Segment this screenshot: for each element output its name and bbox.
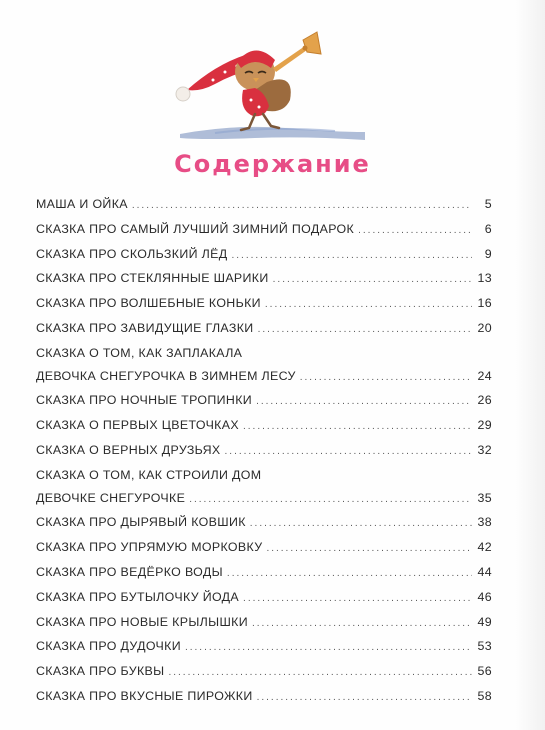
toc-entry[interactable] — [36, 414, 492, 439]
toc-entry[interactable] — [36, 586, 492, 611]
toc-entry-page: 44 — [477, 564, 492, 579]
toc-entry-title: СКАЗКА ПРО ВЕДЁРКО ВОДЫ — [36, 564, 223, 579]
toc-entry[interactable] — [36, 611, 492, 636]
dot-leader — [300, 367, 472, 390]
toc-entry[interactable] — [36, 317, 492, 342]
toc-entry-page: 58 — [477, 688, 492, 703]
toc-entry-title: СКАЗКА О ПЕРВЫХ ЦВЕТОЧКАХ — [36, 418, 239, 433]
toc-entry[interactable] — [36, 685, 492, 710]
dot-leader — [225, 441, 472, 464]
toc-entry-page: 32 — [477, 442, 492, 457]
toc-entry-page: 20 — [477, 320, 492, 335]
dot-leader — [243, 588, 472, 611]
dot-leader — [189, 489, 472, 512]
dot-leader — [250, 513, 472, 536]
toc-entry[interactable] — [36, 635, 492, 660]
owl-with-trumpet-icon — [155, 10, 370, 150]
toc-entry[interactable] — [36, 267, 492, 292]
dot-leader — [132, 195, 472, 218]
dot-leader — [257, 687, 472, 710]
toc-entry[interactable] — [36, 439, 492, 464]
toc-entry[interactable] — [36, 292, 492, 317]
dot-leader — [273, 269, 472, 292]
toc-entry-page: 24 — [477, 368, 492, 383]
toc-entry-page: 53 — [477, 639, 492, 654]
dot-leader — [185, 637, 472, 660]
page-edge-shadow — [515, 0, 545, 730]
table-of-contents — [36, 193, 492, 710]
toc-entry-page: 29 — [477, 418, 492, 433]
toc-entry-title: СКАЗКА ПРО НОЧНЫЕ ТРОПИНКИ — [36, 393, 253, 408]
dot-leader — [358, 220, 472, 243]
toc-entry-title: СКАЗКА ПРО БУКВЫ — [36, 664, 165, 679]
toc-entry[interactable] — [36, 218, 492, 243]
dot-leader — [266, 538, 472, 561]
toc-entry-page: 42 — [477, 540, 492, 555]
dot-leader — [243, 416, 472, 439]
toc-entry[interactable] — [36, 342, 492, 390]
toc-entry[interactable] — [36, 193, 492, 218]
dot-leader — [258, 319, 472, 342]
toc-entry-title: ДЕВОЧКА СНЕГУРОЧКА В ЗИМНЕМ ЛЕСУ — [36, 368, 296, 383]
toc-entry-page: 5 — [484, 197, 492, 211]
toc-entry-title: СКАЗКА ПРО УПРЯМУЮ МОРКОВКУ — [36, 540, 263, 555]
toc-entry[interactable] — [36, 511, 492, 536]
toc-entry-title: СКАЗКА ПРО ДУДОЧКИ — [36, 639, 181, 654]
toc-entry-title: СКАЗКА ПРО БУТЫЛОЧКУ ЙОДА — [36, 589, 240, 604]
toc-entry-title: СКАЗКА ПРО ДЫРЯВЫЙ КОВШИК — [36, 515, 246, 530]
dot-leader — [227, 563, 472, 586]
dot-leader — [231, 245, 472, 268]
toc-entry[interactable] — [36, 464, 492, 512]
toc-entry-page: 6 — [484, 221, 492, 236]
toc-entry-title: СКАЗКА ПРО ЗАВИДУЩИЕ ГЛАЗКИ — [36, 320, 254, 335]
toc-entry-page: 56 — [477, 664, 492, 679]
toc-entry-title-line1: СКАЗКА О ТОМ, КАК ЗАПЛАКАЛА — [36, 345, 243, 360]
toc-entry-title: СКАЗКА ПРО НОВЫЕ КРЫЛЫШКИ — [36, 614, 248, 629]
toc-entry-page: 13 — [477, 271, 492, 286]
dot-leader — [256, 391, 472, 414]
toc-entry-page: 49 — [477, 614, 492, 629]
toc-entry-title: СКАЗКА ПРО ВОЛШЕБНЫЕ КОНЬКИ — [36, 296, 261, 311]
toc-entry-page: 9 — [484, 246, 492, 261]
toc-entry-title: СКАЗКА ПРО СТЕКЛЯННЫЕ ШАРИКИ — [36, 271, 269, 286]
page-title: Содержание — [174, 150, 371, 178]
toc-entry[interactable] — [36, 561, 492, 586]
toc-entry-title: СКАЗКА ПРО ВКУСНЫЕ ПИРОЖКИ — [36, 688, 253, 703]
dot-leader — [252, 613, 472, 636]
toc-entry-title: СКАЗКА ПРО САМЫЙ ЛУЧШИЙ ЗИМНИЙ ПОДАРОК — [36, 221, 355, 236]
dot-leader — [265, 294, 472, 317]
toc-entry-title: ДЕВОЧКЕ СНЕГУРОЧКЕ — [36, 490, 186, 505]
toc-entry[interactable] — [36, 660, 492, 685]
toc-entry[interactable] — [36, 243, 492, 268]
toc-entry-page: 26 — [477, 393, 492, 408]
toc-entry-title: МАША И ОЙКА — [36, 197, 128, 211]
toc-entry[interactable] — [36, 536, 492, 561]
toc-entry-page: 35 — [477, 490, 492, 505]
toc-entry-title: СКАЗКА ПРО СКОЛЬЗКИЙ ЛЁД — [36, 246, 228, 261]
toc-entry[interactable] — [36, 389, 492, 414]
dot-leader — [168, 662, 472, 685]
toc-entry-title-line1: СКАЗКА О ТОМ, КАК СТРОИЛИ ДОМ — [36, 467, 262, 482]
toc-entry-title: СКАЗКА О ВЕРНЫХ ДРУЗЬЯХ — [36, 442, 221, 457]
toc-entry-page: 38 — [477, 515, 492, 530]
toc-entry-page: 46 — [477, 589, 492, 604]
toc-entry-page: 16 — [477, 296, 492, 311]
